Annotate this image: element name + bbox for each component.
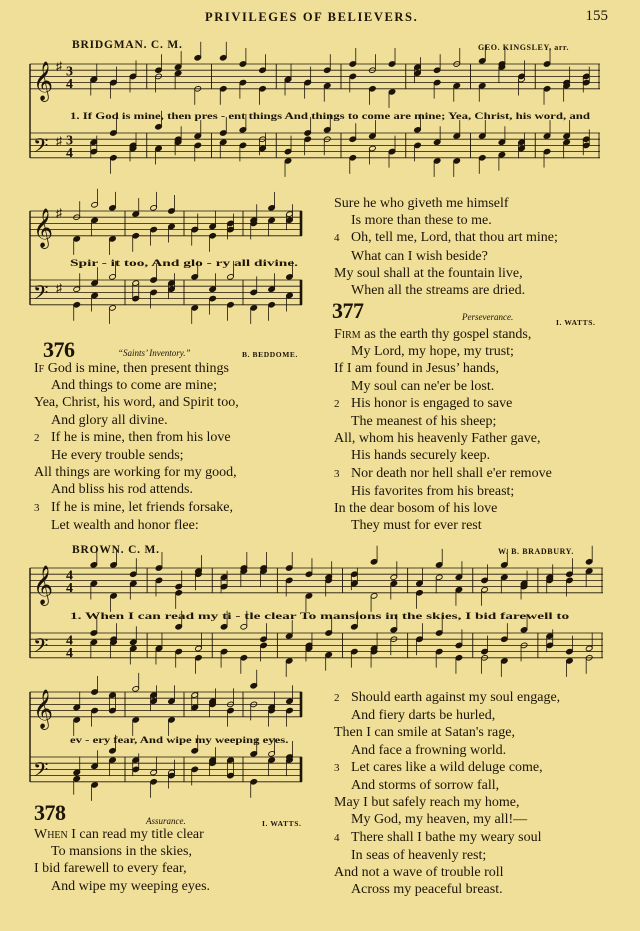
verse-text: They must for ever rest	[351, 518, 482, 534]
verse-text: Across my peaceful breast.	[351, 882, 503, 898]
svg-text:4: 4	[66, 633, 73, 649]
verse-line	[34, 429, 239, 447]
verse-text: I bid farewell to every fear,	[34, 861, 187, 877]
verse-text: His hands securely keep.	[351, 448, 491, 464]
verse-text: If he is mine, let friends forsake,	[51, 499, 233, 515]
verse-line	[334, 811, 560, 828]
verse-line	[34, 377, 239, 394]
verse-line	[334, 689, 560, 707]
bass-clef-icon: 𝄢	[33, 757, 49, 786]
svg-text:4: 4	[66, 145, 73, 161]
verse-line	[334, 847, 560, 864]
page-header	[0, 8, 640, 28]
verse-line	[334, 483, 552, 500]
verse-number: 3	[334, 467, 340, 480]
tune-composer-bridgman: GEO. KINGSLEY, arr.	[478, 43, 570, 52]
verse-line	[334, 759, 560, 777]
verse-text: And storms of sorrow fall,	[351, 778, 500, 794]
verse-number: 4	[334, 232, 340, 245]
verse-text: In seas of heavenly rest;	[351, 847, 487, 863]
verse-text: Sure he who giveth me himself	[334, 196, 509, 211]
verse-number: 2	[334, 692, 340, 704]
hymn-meter-378: Assurance.	[146, 816, 186, 826]
verse-line	[34, 394, 239, 411]
verse-text: And fiery darts be hurled,	[351, 708, 496, 724]
verse-text: If God is mine, then present things	[34, 361, 229, 376]
verse-line	[34, 464, 239, 481]
verse-text: All things are working for my good,	[34, 465, 237, 481]
verse-line	[334, 248, 558, 265]
verse-text: Nor death nor hell shall e'er remove	[351, 465, 552, 481]
verse-line	[334, 465, 552, 483]
sharp-icon: ♯	[56, 59, 62, 73]
verse-text: And wipe my weeping eyes.	[51, 878, 211, 894]
verse-text: He every trouble sends;	[51, 448, 184, 464]
svg-text:4: 4	[66, 76, 73, 92]
verse-number: 4	[334, 831, 340, 844]
svg-text:4: 4	[66, 580, 73, 596]
hymn-378-verses	[34, 826, 210, 895]
music-staff-brown-2	[30, 686, 302, 804]
verse-line	[334, 707, 560, 724]
treble-clef-icon: 𝄞	[33, 564, 54, 605]
lyric-line: ev - ery fear, And wipe my weeping eyes.	[70, 735, 289, 745]
verse-line	[334, 500, 552, 517]
verse-text: If he is mine, then from his love	[51, 429, 231, 445]
lyric-line: 1. When I can read my ti - tle clear To mansions in the skies, I bid farewell to	[70, 611, 570, 621]
verse-text: The meanest of his sheep;	[351, 414, 497, 430]
lyric-line: 1. If God is mine, then pres - ent things And things to come are mine; Yea, Christ, his word, and	[70, 111, 590, 121]
hymn-number-376: 376	[43, 337, 75, 362]
verse-line	[334, 724, 560, 741]
verse-text: Let wealth and honor flee:	[51, 517, 199, 533]
verse-line	[34, 860, 210, 877]
verse-text: And glory all divine.	[51, 412, 168, 428]
verse-line	[334, 212, 558, 229]
verse-line	[334, 360, 552, 377]
verse-text: If I am found in Jesus’ hands,	[334, 361, 499, 377]
verse-text: And face a frowning world.	[351, 742, 507, 758]
verse-line	[334, 195, 558, 212]
verse-line	[34, 517, 239, 534]
hymn-author-377: I. WATTS.	[556, 318, 596, 327]
hymn-376-verses	[34, 360, 239, 534]
verse-line	[34, 499, 239, 517]
sharp-icon: ♯	[56, 206, 62, 220]
verse-line	[334, 794, 560, 811]
verse-text: What can I wish beside?	[351, 248, 488, 264]
verse-line	[334, 881, 560, 898]
verse-line	[334, 378, 552, 395]
verse-text: And things to come are mine;	[51, 378, 218, 394]
verse-text: His favorites from his breast;	[351, 483, 515, 499]
verse-line	[34, 360, 239, 377]
verse-line	[34, 481, 239, 498]
hymn-meter-377: Perseverance.	[462, 312, 514, 322]
verse-line	[334, 395, 552, 413]
verse-text: All, whom his heavenly Father gave,	[334, 431, 541, 447]
hymn-378-continued	[334, 689, 560, 898]
verse-line	[34, 826, 210, 843]
music-staff-bridgman-2	[30, 205, 302, 331]
sharp-icon: ♯	[56, 281, 62, 295]
verse-line	[334, 517, 552, 534]
verse-text: Should earth against my soul engage,	[351, 690, 561, 705]
verse-line	[334, 742, 560, 759]
hymn-author-376: B. BEDDOME.	[242, 350, 298, 359]
verse-text: Oh, tell me, Lord, that thou art mine;	[351, 230, 558, 246]
verse-text: Firm as the earth thy gospel stands,	[334, 327, 532, 342]
verse-line	[334, 430, 552, 447]
music-staff-bridgman-1	[30, 58, 600, 184]
hymn-number-377: 377	[332, 298, 364, 323]
verse-text: May I but safely reach my home,	[334, 795, 520, 811]
verse-line	[34, 843, 210, 860]
hymn-377-verses	[334, 326, 552, 534]
treble-clef-icon: 𝄞	[33, 688, 54, 729]
hymn-number-378: 378	[34, 800, 66, 825]
verse-text: Let cares like a wild deluge come,	[351, 759, 543, 775]
verse-text: Yea, Christ, his word, and Spirit too,	[34, 395, 239, 411]
bass-clef-icon: 𝄢	[33, 280, 49, 309]
verse-text: My soul shall at the fountain live,	[334, 265, 523, 281]
verse-number: 3	[334, 761, 340, 774]
svg-text:3: 3	[66, 64, 73, 80]
verse-text: When all the streams are dried.	[351, 283, 526, 299]
tune-composer-brown: W. B. BRADBURY.	[498, 547, 574, 556]
verse-text: To mansions in the skies,	[51, 844, 192, 860]
tune-name-bridgman: BRIDGMAN. C. M.	[72, 39, 183, 51]
tune-name-brown: BROWN. C. M.	[72, 544, 160, 556]
verse-line	[34, 878, 210, 895]
sharp-icon: ♯	[56, 134, 62, 148]
hymn-meter-376: “Saints’ Inventory.”	[118, 348, 191, 358]
verse-line	[34, 412, 239, 429]
verse-number: 2	[34, 431, 40, 444]
verse-line	[34, 447, 239, 464]
treble-clef-icon: 𝄞	[33, 207, 54, 248]
svg-text:4: 4	[66, 568, 73, 584]
verse-number: 3	[34, 501, 40, 514]
verse-line	[334, 282, 558, 299]
verse-text: His honor is engaged to save	[351, 395, 513, 411]
verse-text: Is more than these to me.	[351, 213, 492, 229]
verse-text: My Lord, my hope, my trust;	[351, 344, 514, 360]
verse-line	[334, 326, 552, 343]
verse-text: There shall I bathe my weary soul	[351, 829, 542, 845]
page-number: 155	[585, 8, 608, 24]
running-title: PRIVILEGES OF BELIEVERS.	[205, 10, 419, 24]
verse-line	[334, 265, 558, 282]
verse-line	[334, 777, 560, 794]
verse-text: In the dear bosom of his love	[334, 501, 498, 517]
verse-line	[334, 829, 560, 847]
svg-text:4: 4	[66, 645, 73, 661]
verse-text: And bliss his rod attends.	[51, 482, 193, 498]
bass-clef-icon: 𝄢	[33, 633, 49, 662]
verse-line	[334, 343, 552, 360]
bass-clef-icon: 𝄢	[33, 133, 49, 162]
verse-line	[334, 229, 558, 247]
verse-text: Then I can smile at Satan's rage,	[334, 725, 515, 741]
treble-clef-icon: 𝄞	[33, 60, 54, 101]
music-staff-brown-1	[30, 562, 603, 680]
hymn-author-378: I. WATTS.	[262, 819, 302, 828]
verse-line	[334, 413, 552, 430]
verse-text: When I can read my title clear	[34, 827, 204, 842]
verse-line	[334, 447, 552, 464]
lyric-line: Spir - it too, And glo - ry all divine.	[70, 258, 298, 268]
verse-text: My soul can ne'er be lost.	[351, 378, 495, 394]
hymn-376-continued	[334, 195, 558, 299]
verse-number: 2	[334, 397, 340, 410]
verse-line	[334, 864, 560, 881]
verse-text: My God, my heaven, my all!—	[351, 812, 528, 828]
svg-text:3: 3	[66, 133, 73, 149]
verse-text: And not a wave of trouble roll	[334, 865, 504, 881]
